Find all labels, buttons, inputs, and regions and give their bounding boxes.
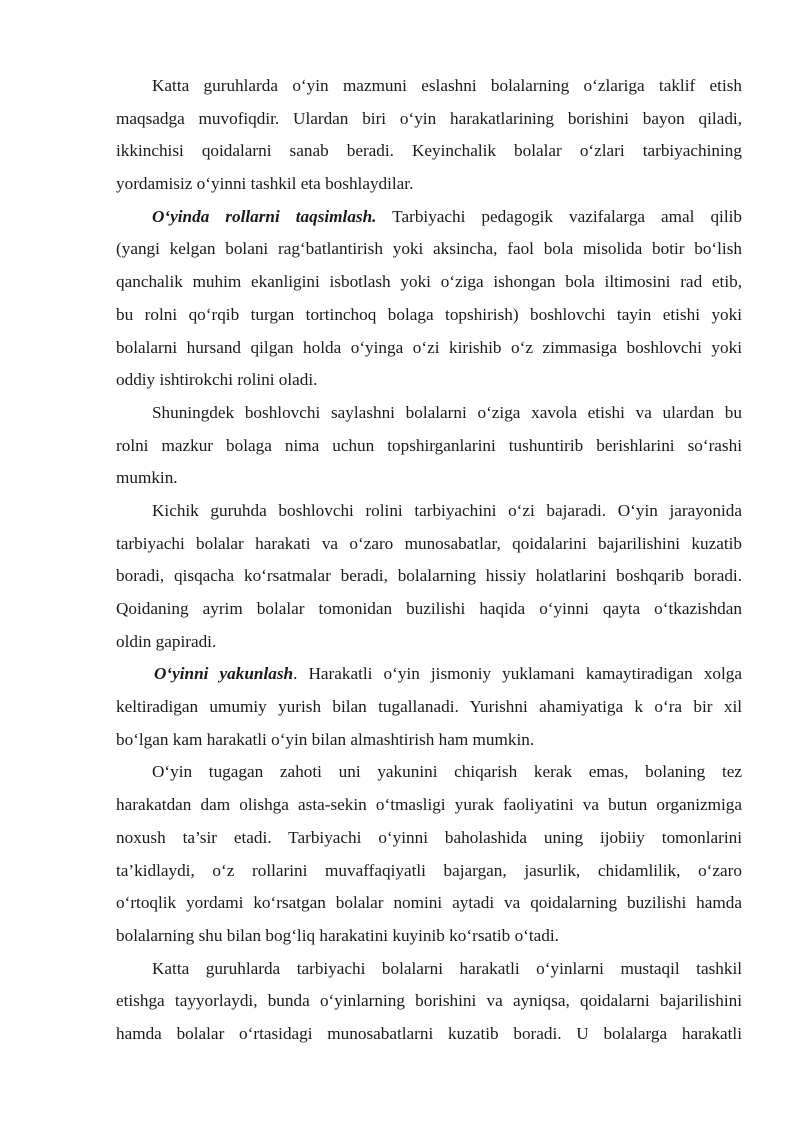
text-run: mumkin. — [116, 468, 178, 488]
text-run: o‘rtoqlik yordami ko‘rsatgan bolalar nomini aytadi va qoidalarning buzilishi hamda — [116, 893, 742, 913]
text-run: ta’kidlaydi, o‘z rollarini muvaffaqiyatli bajargan, jasurlik, chidamlilik, o‘zaro — [116, 860, 742, 880]
text-line — [116, 135, 742, 168]
document-page — [116, 70, 742, 1051]
text-run: Kichik guruhda boshlovchi rolini tarbiyachini o‘zi bajaradi. O‘yin jarayonida — [152, 500, 742, 520]
text-line — [116, 168, 742, 201]
text-run: . Harakatli o‘yin jismoniy yuklamani kamaytiradigan xolga — [293, 664, 742, 684]
text-line — [116, 855, 742, 888]
text-run: boradi, qisqacha ko‘rsatmalar beradi, bolalarning hissiy holatlarini boshqarib boradi. — [116, 566, 742, 586]
text-line — [116, 430, 742, 463]
text-line — [116, 528, 742, 561]
text-line — [116, 462, 742, 495]
text-line — [116, 789, 742, 822]
text-run: Katta guruhlarda o‘yin mazmuni eslashni bolalarning o‘zlariga taklif etish — [152, 76, 742, 95]
text-line — [116, 658, 742, 691]
text-run: etishga tayyorlaydi, bunda o‘yinlarning borishini va ayniqsa, qoidalarni bajarilishini — [116, 991, 742, 1011]
text-line — [116, 397, 742, 430]
text-line — [116, 332, 742, 365]
text-line — [116, 103, 742, 136]
text-line — [116, 266, 742, 299]
text-line — [116, 299, 742, 332]
text-run: Shuningdek boshlovchi saylashni bolalarni o‘ziga xavola etishi va ulardan bu — [152, 402, 742, 422]
text-run: O‘yin tugagan zahoti uni yakunini chiqarish kerak emas, bolaning tez — [152, 762, 742, 782]
text-line — [116, 953, 742, 986]
text-run: bolalarning shu bilan bog‘liq harakatini kuyinib ko‘rsatib o‘tadi. — [116, 925, 559, 945]
text-line — [116, 70, 742, 103]
text-run: oldin gapiradi. — [116, 631, 217, 651]
text-run: oddiy ishtirokchi rolini oladi. — [116, 370, 318, 390]
text-run: yordamisiz o‘yinni tashkil eta boshlaydilar. — [116, 174, 414, 194]
text-line — [116, 985, 742, 1018]
text-line — [116, 691, 742, 724]
text-run: maqsadga muvofiqdir. Ulardan biri o‘yin harakatlarining borishini bayon qiladi, — [116, 108, 742, 128]
text-run: Tarbiyachi pedagogik vazifalarga amal qilib — [376, 206, 742, 226]
text-line — [116, 233, 742, 266]
heading-inline: O‘yinni yakunlash — [154, 664, 294, 684]
text-line — [116, 364, 742, 397]
text-run: Katta guruhlarda tarbiyachi bolalarni harakatli o‘yinlarni mustaqil tashkil — [152, 958, 742, 978]
text-line — [116, 822, 742, 855]
text-line — [116, 887, 742, 920]
text-run: bu rolni qo‘rqib turgan tortinchoq bolaga topshirish) boshlovchi tayin etishi yoki — [116, 304, 742, 324]
text-run: keltiradigan umumiy yurish bilan tugallanadi. Yurishni ahamiyatiga k o‘ra bir xil — [116, 697, 742, 717]
text-line — [116, 560, 742, 593]
text-line — [116, 495, 742, 528]
text-run: rolni mazkur bolaga nima uchun topshirganlarini tushuntirib berishlarini so‘rashi — [116, 435, 742, 455]
text-run: (yangi kelgan bolani rag‘batlantirish yoki aksincha, faol bola misolida botir bo‘lish — [116, 239, 742, 259]
text-run: bolalarni hursand qilgan holda o‘yinga o‘zi kirishib o‘z zimmasiga boshlovchi yoki — [116, 337, 742, 357]
text-line — [116, 920, 742, 953]
text-line — [116, 201, 742, 234]
text-run: ikkinchisi qoidalarni sanab beradi. Keyinchalik bolalar o‘zlari tarbiyachining — [116, 141, 742, 161]
text-line — [116, 756, 742, 789]
text-run: qanchalik muhim ekanligini isbotlash yoki o‘ziga ishongan bola iltimosini rad etib, — [116, 272, 742, 292]
text-run: bo‘lgan kam harakatli o‘yin bilan almashtirish ham mumkin. — [116, 729, 535, 749]
text-line — [116, 724, 742, 757]
text-line — [116, 626, 742, 659]
text-run: hamda bolalar o‘rtasidagi munosabatlarni kuzatib boradi. U bolalarga harakatli — [116, 1023, 742, 1043]
text-run: harakatdan dam olishga asta-sekin o‘tmasligi yurak faoliyatini va butun organizmiga — [116, 795, 742, 815]
text-line — [116, 1018, 742, 1051]
text-line — [116, 593, 742, 626]
heading-inline: O‘yinda rollarni taqsimlash. — [152, 206, 377, 226]
text-run: noxush ta’sir etadi. Tarbiyachi o‘yinni baholashida uning ijobiiy tomonlarini — [116, 827, 742, 847]
text-run: tarbiyachi bolalar harakati va o‘zaro munosabatlar, qoidalarini bajarilishini kuzatib — [116, 533, 742, 553]
text-run: Qoidaning ayrim bolalar tomonidan buzilishi haqida o‘yinni qayta o‘tkazishdan — [116, 599, 742, 618]
